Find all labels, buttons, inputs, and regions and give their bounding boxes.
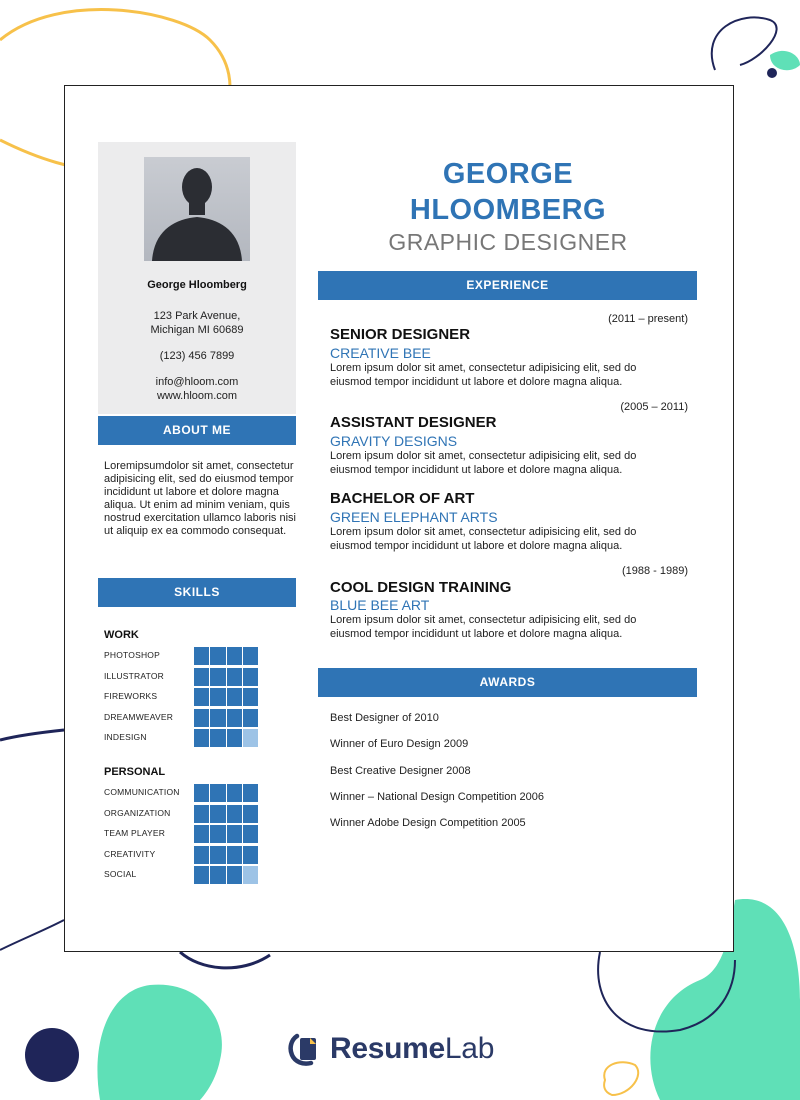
skill-meter-segment	[243, 709, 258, 727]
email: info@hloom.com	[155, 376, 239, 388]
skill-meter-segment	[243, 784, 258, 802]
skill-label: DREAMWEAVER	[104, 711, 174, 722]
award-item: Best Creative Designer 2008	[330, 765, 471, 777]
skill-meter	[194, 647, 258, 665]
skill-meter-segment	[227, 846, 242, 864]
brand-name-bold: Resume	[330, 1032, 445, 1065]
experience-date: (2011 – present)	[608, 313, 688, 325]
skill-meter-segment	[194, 688, 209, 706]
skill-meter-segment	[194, 846, 209, 864]
award-item: Winner of Euro Design 2009	[330, 738, 469, 750]
skill-meter	[194, 729, 258, 747]
experience-description: Lorem ipsum dolor sit amet, consectetur adipisicing elit, sed do eiusmod tempor incididunt ut labore et dolore magna aliqua.	[330, 362, 637, 388]
skill-meter-segment	[194, 647, 209, 665]
skill-meter	[194, 825, 258, 843]
skill-meter-segment	[194, 825, 209, 843]
skill-meter-segment	[243, 825, 258, 843]
about-heading: ABOUT ME	[98, 416, 296, 445]
skill-meter-segment	[243, 846, 258, 864]
job-role: GRAPHIC DESIGNER	[388, 229, 628, 255]
skill-label: INDESIGN	[104, 732, 147, 742]
award-item: Winner – National Design Competition 2006	[330, 791, 545, 803]
first-name: GEORGE	[442, 158, 574, 190]
skill-meter-segment	[243, 729, 258, 747]
skill-label: SOCIAL	[104, 869, 137, 879]
brand-name	[330, 1032, 494, 1066]
skill-meter-segment	[227, 709, 242, 727]
about-text: Loremipsumdolor sit amet, consectetur adipisicing elit, sed do eiusmod tempor incididunt ut labore et dolore magna aliqua. Ut enim ad minim veniam, quis nostrud exercitation ullamco laboris nisi ut aliquip ex ea commodo consequat.	[104, 460, 296, 537]
award-item: Winner Adobe Design Competition 2005	[330, 817, 526, 829]
profile-photo	[144, 157, 250, 261]
skill-label: ILLUSTRATOR	[104, 670, 164, 681]
skill-meter-segment	[243, 668, 258, 686]
person-silhouette-icon	[144, 157, 250, 261]
skill-meter	[194, 805, 258, 823]
skill-meter-segment	[210, 668, 225, 686]
skill-meter-segment	[210, 825, 225, 843]
skills-heading: SKILLS	[98, 578, 296, 607]
skill-meter-segment	[194, 729, 209, 747]
skill-meter-segment	[194, 709, 209, 727]
experience-heading: EXPERIENCE	[318, 271, 697, 300]
skill-meter-segment	[210, 805, 225, 823]
skill-meter-segment	[210, 688, 225, 706]
experience-date: (2005 – 2011)	[620, 401, 688, 413]
experience-org: GREEN ELEPHANT ARTS	[330, 509, 498, 525]
resume-page	[64, 85, 734, 952]
skill-meter	[194, 709, 258, 727]
skill-meter-segment	[194, 866, 209, 884]
skill-meter-segment	[243, 647, 258, 665]
contact-name: George Hloomberg	[147, 279, 247, 291]
experience-org: GRAVITY DESIGNS	[330, 433, 458, 449]
skill-meter-segment	[210, 784, 225, 802]
skill-meter-segment	[194, 805, 209, 823]
skill-meter	[194, 784, 258, 802]
awards-heading: AWARDS	[318, 668, 697, 697]
skill-meter-segment	[227, 688, 242, 706]
skill-meter-segment	[227, 825, 242, 843]
skill-label: COMMUNICATION	[104, 787, 180, 797]
experience-org: CREATIVE BEE	[330, 345, 431, 361]
skill-meter-segment	[194, 668, 209, 686]
skill-meter-segment	[227, 647, 242, 665]
award-item: Best Designer of 2010	[330, 712, 439, 724]
skill-label: FIREWORKS	[104, 691, 158, 701]
last-name: HLOOMBERG	[409, 194, 607, 226]
experience-title: SENIOR DESIGNER	[330, 326, 471, 343]
profile-panel	[98, 142, 296, 414]
skill-meter	[194, 668, 258, 686]
skill-meter-segment	[210, 647, 225, 665]
experience-description: Lorem ipsum dolor sit amet, consectetur adipisicing elit, sed do eiusmod tempor incididunt ut labore et dolore magna aliqua.	[330, 450, 637, 476]
skill-meter-segment	[227, 805, 242, 823]
skill-meter-segment	[227, 866, 242, 884]
skill-meter-segment	[210, 846, 225, 864]
personal-skills-heading: PERSONAL	[104, 766, 166, 778]
experience-date: (1988 - 1989)	[621, 565, 688, 577]
skill-meter	[194, 846, 258, 864]
skill-meter-segment	[227, 784, 242, 802]
phone: (123) 456 7899	[159, 350, 235, 362]
experience-title: BACHELOR OF ART	[330, 490, 475, 507]
experience-title: ASSISTANT DESIGNER	[330, 414, 497, 431]
skill-meter-segment	[227, 668, 242, 686]
experience-description: Lorem ipsum dolor sit amet, consectetur adipisicing elit, sed do eiusmod tempor incididunt ut labore et dolore magna aliqua.	[330, 526, 637, 552]
skill-meter-segment	[243, 688, 258, 706]
experience-org: BLUE BEE ART	[330, 597, 430, 613]
address-line-2: Michigan MI 60689	[150, 324, 244, 336]
work-skills-heading: WORK	[104, 629, 139, 641]
skill-label: TEAM PLAYER	[104, 828, 166, 838]
skill-meter-segment	[194, 784, 209, 802]
skill-meter	[194, 688, 258, 706]
experience-description: Lorem ipsum dolor sit amet, consectetur adipisicing elit, sed do eiusmod tempor incididunt ut labore et dolore magna aliqua.	[330, 614, 637, 640]
skill-meter-segment	[210, 709, 225, 727]
skill-meter-segment	[210, 729, 225, 747]
website: www.hloom.com	[156, 390, 238, 402]
skill-meter	[194, 866, 258, 884]
skill-meter-segment	[243, 805, 258, 823]
skill-label: CREATIVITY	[104, 848, 156, 859]
experience-title: COOL DESIGN TRAINING	[330, 579, 512, 596]
skill-label: ORGANIZATION	[104, 807, 171, 818]
resumelab-logo-icon	[288, 1032, 322, 1066]
brand-name-light: Lab	[444, 1032, 495, 1065]
skill-meter-segment	[227, 729, 242, 747]
resumelab-brand	[288, 1032, 494, 1066]
skill-meter-segment	[210, 866, 225, 884]
address-line-1: 123 Park Avenue,	[153, 310, 241, 322]
skill-label: PHOTOSHOP	[104, 650, 160, 660]
skill-meter-segment	[243, 866, 258, 884]
